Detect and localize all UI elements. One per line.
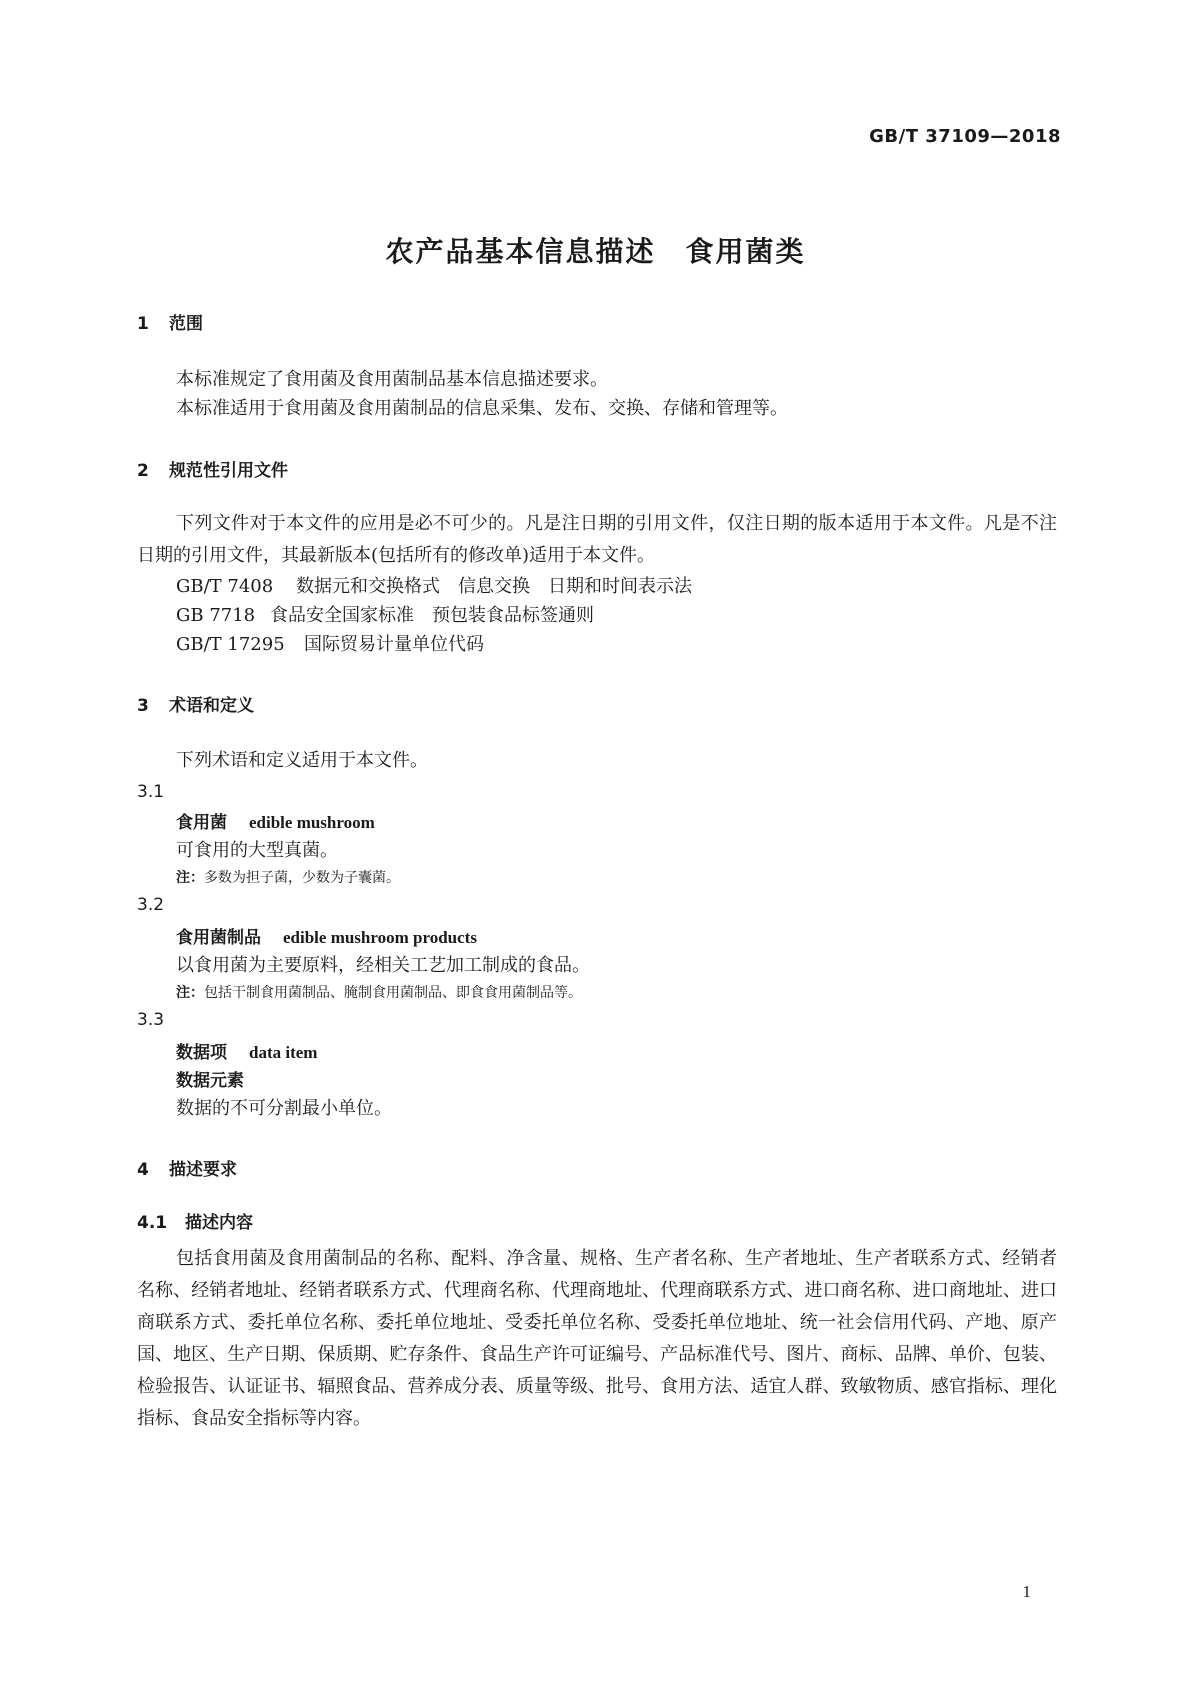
section-title: 规范性引用文件: [169, 461, 288, 481]
reference-title: 国际贸易计量单位代码: [304, 634, 484, 655]
reference-title: 食品安全国家标准 预包装食品标签通则: [270, 605, 594, 626]
subsection-number: 4.1: [137, 1213, 168, 1233]
note-text: 多数为担子菌，少数为子囊菌。: [204, 870, 400, 886]
term-en: edible mushroom products: [283, 928, 477, 947]
scope-paragraph-2: 本标准适用于食用菌及食用菌制品的信息采集、发布、交换、存储和管理等。: [176, 398, 788, 419]
term-zh: 食用菌: [176, 813, 227, 833]
document-title: 农产品基本信息描述 食用菌类: [385, 235, 806, 268]
term-definition: 可食用的大型真菌。: [176, 840, 338, 861]
reference-code: GB/T 17295: [176, 634, 285, 655]
term-heading: [176, 1038, 317, 1063]
reference-item: [176, 601, 594, 627]
subsection-4-1-heading: [137, 1208, 253, 1233]
description-content-paragraph: 包括食用菌及食用菌制品的名称、配料、净含量、规格、生产者名称、生产者地址、生产者联系方式、经销者名称、经销者地址、经销者联系方式、代理商名称、代理商地址、代理商联系方式、进口商名称、进口商地址、进口商联系方式、委托单位名称、委托单位地址、受委托单位名称、受委托单位地址、统一社会信用代码、产地、原产国、地区、生产日期、保质期、贮存条件、食品生产许可证编号、产品标准代号、图片、商标、品牌、单价、包装、检验报告、认证证书、辐照食品、营养成分表、质量等级、批号、食用方法、适宜人群、致敏物质、感官指标、理化指标、食品安全指标等内容。: [137, 1248, 1057, 1429]
note-label: 注：: [176, 985, 204, 1001]
term-number: 3.3: [137, 1010, 165, 1030]
page-number: 1: [1022, 1582, 1031, 1601]
term-zh: 数据项: [176, 1043, 227, 1063]
term-note: [176, 867, 400, 887]
reference-title: 数据元和交换格式 信息交换 日期和时间表示法: [296, 576, 692, 597]
term-definition: 以食用菌为主要原料，经相关工艺加工制成的食品。: [176, 955, 590, 976]
term-en: data item: [249, 1043, 318, 1062]
section-title: 范围: [169, 314, 203, 334]
term-definition: 数据的不可分割最小单位。: [176, 1098, 392, 1119]
standard-code: GB/T 37109—2018: [869, 126, 1061, 147]
note-label: 注：: [176, 870, 204, 886]
section-number: 2: [137, 461, 149, 481]
section-number: 3: [137, 696, 149, 716]
section-number: 1: [137, 314, 149, 334]
reference-item: [176, 630, 484, 656]
section-2-heading: [137, 456, 288, 481]
term-en: edible mushroom: [249, 813, 375, 832]
term-number: 3.2: [137, 895, 165, 915]
reference-code: GB/T 7408: [176, 576, 274, 597]
section-3-heading: [137, 691, 254, 716]
term-alt-heading: 数据元素: [176, 1071, 244, 1091]
term-note: [176, 982, 582, 1002]
section-title: 术语和定义: [169, 696, 254, 716]
subsection-title: 描述内容: [185, 1213, 253, 1233]
term-heading: [176, 808, 375, 833]
section-number: 4: [137, 1160, 149, 1180]
term-heading: [176, 923, 477, 948]
note-text: 包括干制食用菌制品、腌制食用菌制品、即食食用菌制品等。: [204, 985, 582, 1001]
section-title: 描述要求: [169, 1160, 237, 1180]
section-1-heading: [137, 309, 203, 334]
normative-references-intro: 下列文件对于本文件的应用是必不可少的。凡是注日期的引用文件，仅注日期的版本适用于本文件。凡是不注日期的引用文件，其最新版本(包括所有的修改单)适用于本文件。: [137, 513, 1057, 566]
section-4-heading: [137, 1155, 237, 1180]
terms-intro: 下列术语和定义适用于本文件。: [176, 750, 428, 771]
scope-paragraph-1: 本标准规定了食用菌及食用菌制品基本信息描述要求。: [176, 369, 608, 390]
reference-code: GB 7718: [176, 605, 256, 626]
reference-item: [176, 572, 692, 598]
term-number: 3.1: [137, 782, 165, 802]
term-zh: 食用菌制品: [176, 928, 261, 948]
